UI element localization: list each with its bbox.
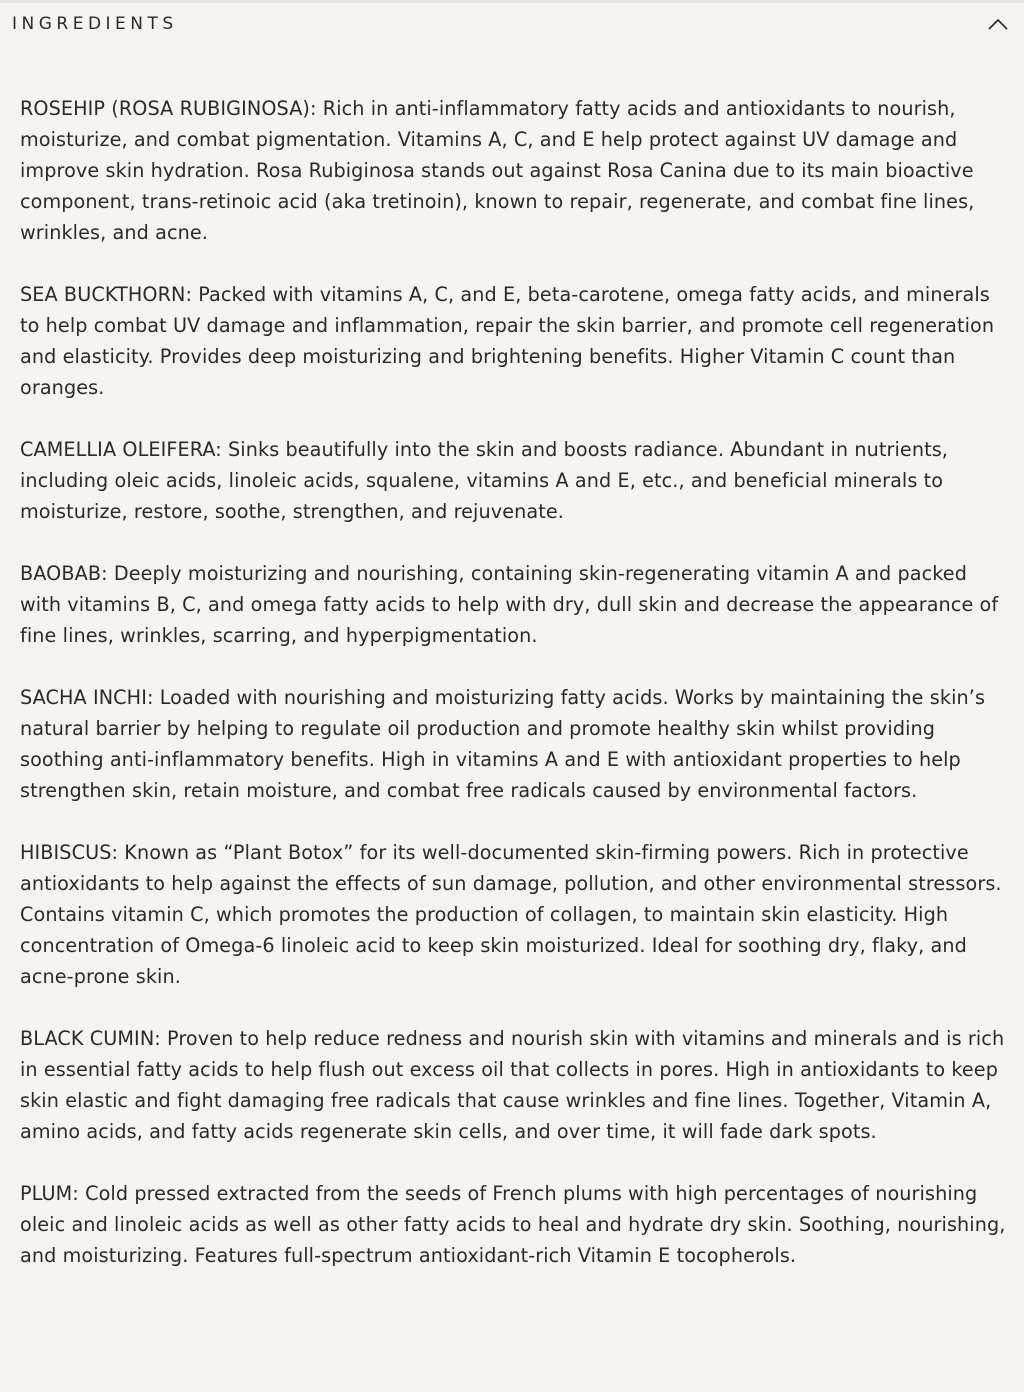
ingredient-sacha-inchi: SACHA INCHI: Loaded with nourishing and moisturizing fatty acids. Works by maintaining the skin’s natural barrier by helping to regulate oil production and promote healthy skin whilst providing soothing anti-inflammatory benefits. High in vitamins A and E with antioxidant properties to help strengthen skin, retain moisture, and combat free radicals caused by environmental factors. bbox=[20, 686, 986, 802]
accordion-title: INGREDIENTS bbox=[12, 14, 178, 34]
ingredient-sea-buckthorn: SEA BUCKTHORN: Packed with vitamins A, C, and E, beta-carotene, omega fatty acids, and minerals to help combat UV damage and inflammation, repair the skin barrier, and promote cell regeneration and elasticity. Provides deep moisturizing and brightening benefits. Higher Vitamin C count than oranges. bbox=[20, 283, 995, 399]
ingredient-plum: PLUM: Cold pressed extracted from the seeds of French plums with high percentages of nourishing oleic and linoleic acids as well as other fatty acids to heal and hydrate dry skin. Soothing, nourishing, and moisturizing. Features full-spectrum antioxidant-rich Vitamin E tocopherols. bbox=[20, 1182, 1006, 1267]
ingredient-baobab: BAOBAB: Deeply moisturizing and nourishing, containing skin-regenerating vitamin A and packed with vitamins B, C, and omega fatty acids to help with dry, dull skin and decrease the appearance of fine lines, wrinkles, scarring, and hyperpigmentation. bbox=[20, 562, 999, 647]
ingredient-camellia-oleifera: CAMELLIA OLEIFERA: Sinks beautifully into the skin and boosts radiance. Abundant in nutrients, including oleic acids, linoleic acids, squalene, vitamins A and E, etc., and beneficial minerals to moisturize, restore, soothe, strengthen, and rejuvenate. bbox=[20, 438, 948, 523]
ingredient-hibiscus: HIBISCUS: Known as “Plant Botox” for its well-documented skin-firming powers. Rich in protective antioxidants to help against the effects of sun damage, pollution, and other environmental stressors. Contains vitamin C, which promotes the production of collagen, to maintain skin elasticity. High concentration of Omega-6 linoleic acid to keep skin moisturized. Ideal for soothing dry, flaky, and acne-prone skin. bbox=[20, 841, 1002, 988]
ingredient-black-cumin: BLACK CUMIN: Proven to help reduce redness and nourish skin with vitamins and minerals and is rich in essential fatty acids to help flush out excess oil that collects in pores. High in antioxidants to keep skin elastic and fight damaging free radicals that cause wrinkles and fine lines. Together, Vitamin A, amino acids, and fatty acids regenerate skin cells, and over time, it will fade dark spots. bbox=[20, 1027, 1005, 1143]
ingredients-panel bbox=[20, 93, 1010, 1271]
chevron-up-icon[interactable] bbox=[985, 14, 1011, 34]
ingredient-rosehip: ROSEHIP (ROSA RUBIGINOSA): Rich in anti-inflammatory fatty acids and antioxidants to nourish, moisturize, and combat pigmentation. Vitamins A, C, and E help protect against UV damage and improve skin hydration. Rosa Rubiginosa stands out against Rosa Canina due to its main bioactive component, trans-retinoic acid (aka tretinoin), known to repair, regenerate, and combat fine lines, wrinkles, and acne. bbox=[20, 97, 975, 244]
ingredients-accordion-toggle[interactable] bbox=[0, 3, 1024, 47]
